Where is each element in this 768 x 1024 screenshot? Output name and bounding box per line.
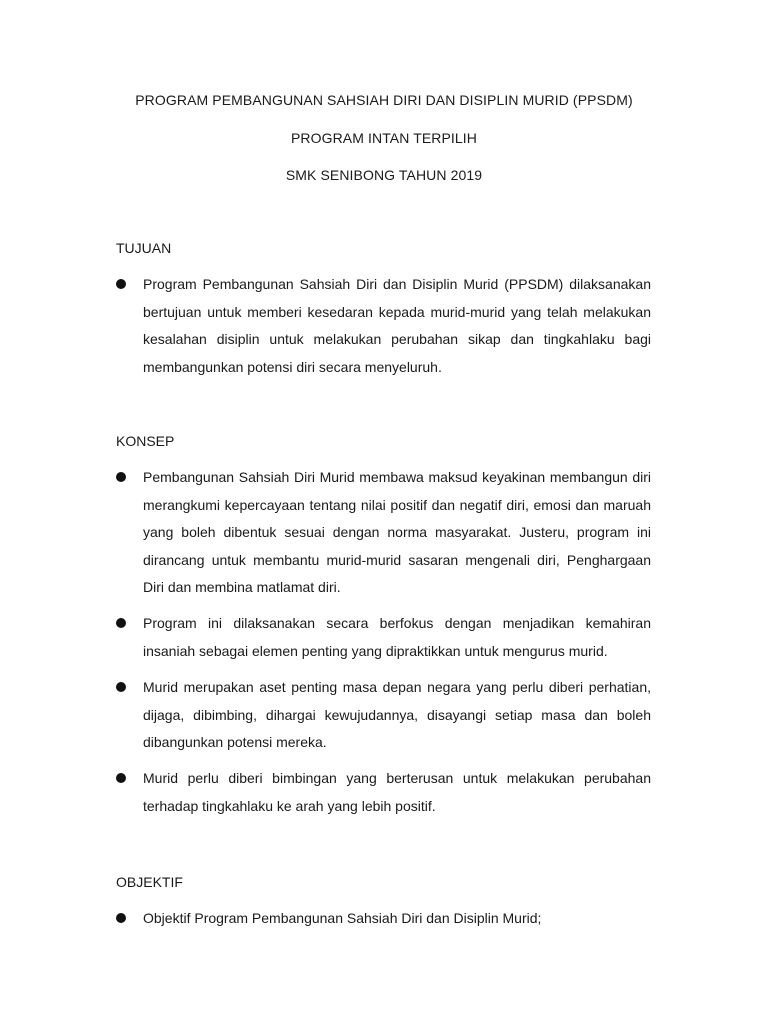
section-heading-konsep: KONSEP <box>116 433 175 449</box>
section-heading-objektif: OBJEKTIF <box>116 874 183 890</box>
bullet-icon <box>116 472 126 482</box>
list-item-text: Murid merupakan aset penting masa depan negara yang perlu diberi perhatian, dijaga, dibimbing, dihargai kewujudannya, disayangi setiap masa dan boleh dibangunkan potensi mereka. <box>143 679 651 750</box>
bullet-icon <box>116 618 126 628</box>
list-item-text: Murid perlu diberi bimbingan yang berterusan untuk melakukan perubahan terhadap tingkahlaku ke arah yang lebih positif. <box>143 770 651 814</box>
list-item-text: Objektif Program Pembangunan Sahsiah Diri dan Disiplin Murid; <box>143 910 542 926</box>
list-item-text: Pembangunan Sahsiah Diri Murid membawa maksud keyakinan membangun diri merangkumi kepercayaan tentang nilai positif dan negatif diri, emosi dan maruah yang boleh dibentuk sesuai dengan norma masyarakat. Justeru, program ini dirancang untuk membantu murid-murid sasaran mengenali diri, Penghargaan Diri dan membina matlamat diri. <box>143 469 651 595</box>
section-heading-tujuan: TUJUAN <box>116 240 172 256</box>
bullet-icon <box>116 773 126 783</box>
bullet-icon <box>116 913 126 923</box>
document-school-year: SMK SENIBONG TAHUN 2019 <box>285 167 483 183</box>
document-subtitle: PROGRAM INTAN TERPILIH <box>290 130 478 146</box>
bullet-icon <box>116 682 126 692</box>
document-title: PROGRAM PEMBANGUNAN SAHSIAH DIRI DAN DISIPLIN MURID (PPSDM) <box>135 92 633 108</box>
list-item-text: Program Pembangunan Sahsiah Diri dan Disiplin Murid (PPSDM) dilaksanakan bertujuan untuk memberi kesedaran kepada murid-murid yang telah melakukan kesalahan disiplin untuk melakukan perubahan sikap dan tingkahlaku bagi membangunkan potensi diri secara menyeluruh. <box>143 276 651 375</box>
bullet-icon <box>116 279 126 289</box>
list-item-text: Program ini dilaksanakan secara berfokus dengan menjadikan kemahiran insaniah sebagai elemen penting yang dipraktikkan untuk mengurus murid. <box>143 615 651 659</box>
